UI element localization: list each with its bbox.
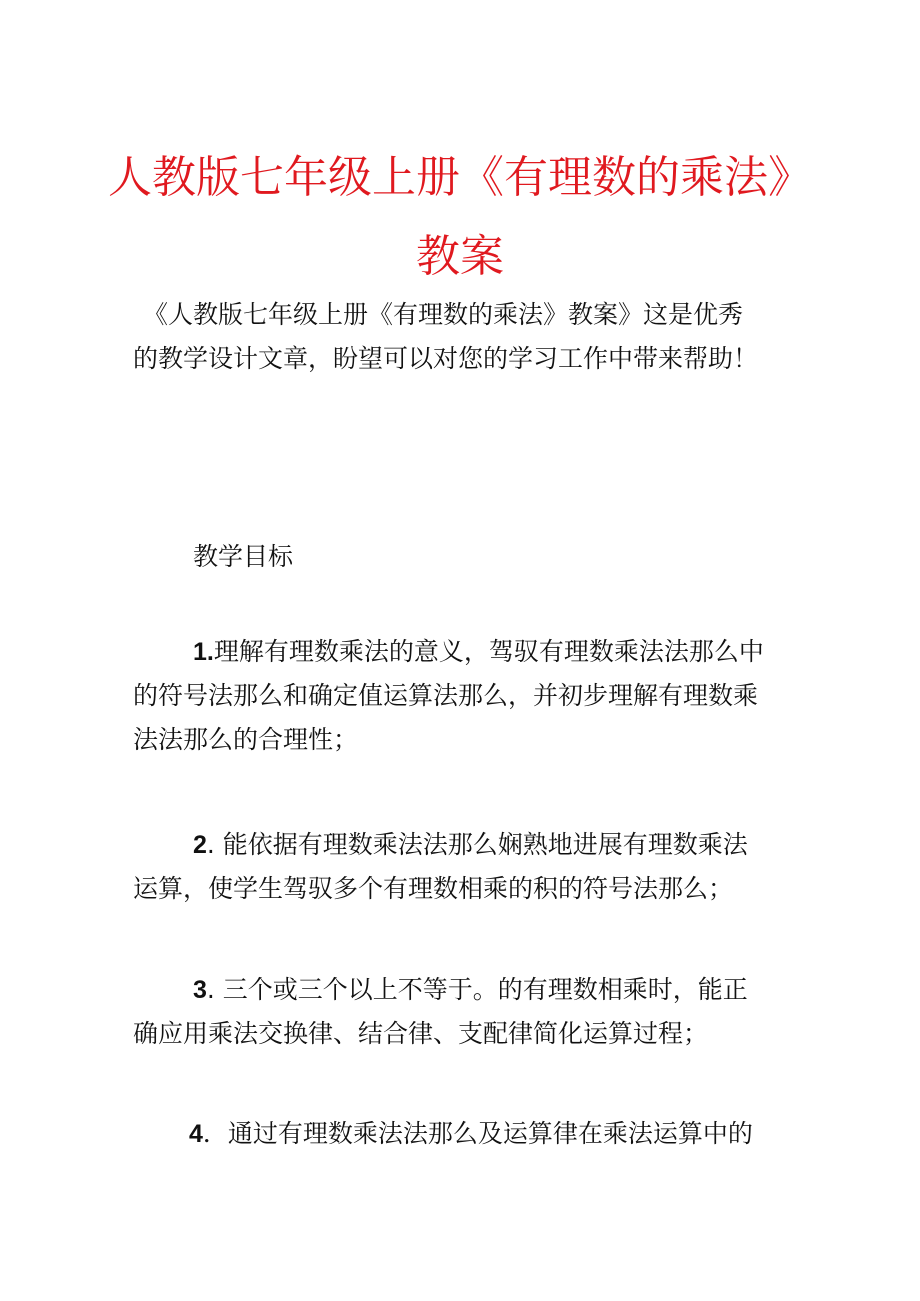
objective-item-1 bbox=[133, 630, 793, 762]
objective-1-line-2: 的符号法那么和确定值运算法那么，并初步理解有理数乘 bbox=[133, 681, 759, 710]
objective-3-line-1 bbox=[133, 968, 793, 1012]
objective-3-number: 3 bbox=[193, 976, 207, 1004]
intro-paragraph bbox=[133, 293, 793, 381]
document-title-line-2: 教案 bbox=[416, 231, 504, 282]
objective-2-number: 2 bbox=[193, 831, 207, 859]
objective-1-line-1 bbox=[133, 630, 793, 674]
intro-line-2: 的教学设计文章，盼望可以对您的学习工作中带来帮助！ bbox=[133, 344, 759, 373]
objective-3-text-1: . 三个或三个以上不等于。的有理数相乘时，能正 bbox=[206, 975, 748, 1004]
objective-2-text-1: . 能依据有理数乘法法那么娴熟地进展有理数乘法 bbox=[206, 830, 748, 859]
objective-2-line-2: 运算，使学生驾驭多个有理数相乘的积的符号法那么； bbox=[133, 874, 734, 903]
objective-1-line-3: 法法那么的合理性； bbox=[133, 725, 359, 754]
objective-2-line-1 bbox=[133, 823, 793, 867]
objective-1-number: 1. bbox=[193, 638, 214, 666]
objective-4-text-1: ．通过有理数乘法法那么及运算律在乘法运算中的 bbox=[202, 1119, 753, 1148]
objective-item-2 bbox=[133, 823, 793, 911]
objective-1-text-1: 理解有理数乘法的意义，驾驭有理数乘法法那么中 bbox=[213, 637, 764, 666]
objective-item-3 bbox=[133, 968, 793, 1056]
objective-item-4 bbox=[133, 1112, 793, 1156]
objective-4-number: 4 bbox=[189, 1120, 203, 1148]
document-title-line-1: 人教版七年级上册《有理数的乘法》 bbox=[108, 152, 812, 203]
objective-3-line-2: 确应用乘法交换律、结合律、支配律简化运算过程； bbox=[133, 1019, 709, 1048]
objective-4-line-1 bbox=[133, 1112, 793, 1156]
intro-line-1: 《人教版七年级上册《有理数的乘法》教案》这是优秀 bbox=[143, 300, 744, 329]
section-heading-teaching-goals: 教学目标 bbox=[193, 542, 294, 571]
